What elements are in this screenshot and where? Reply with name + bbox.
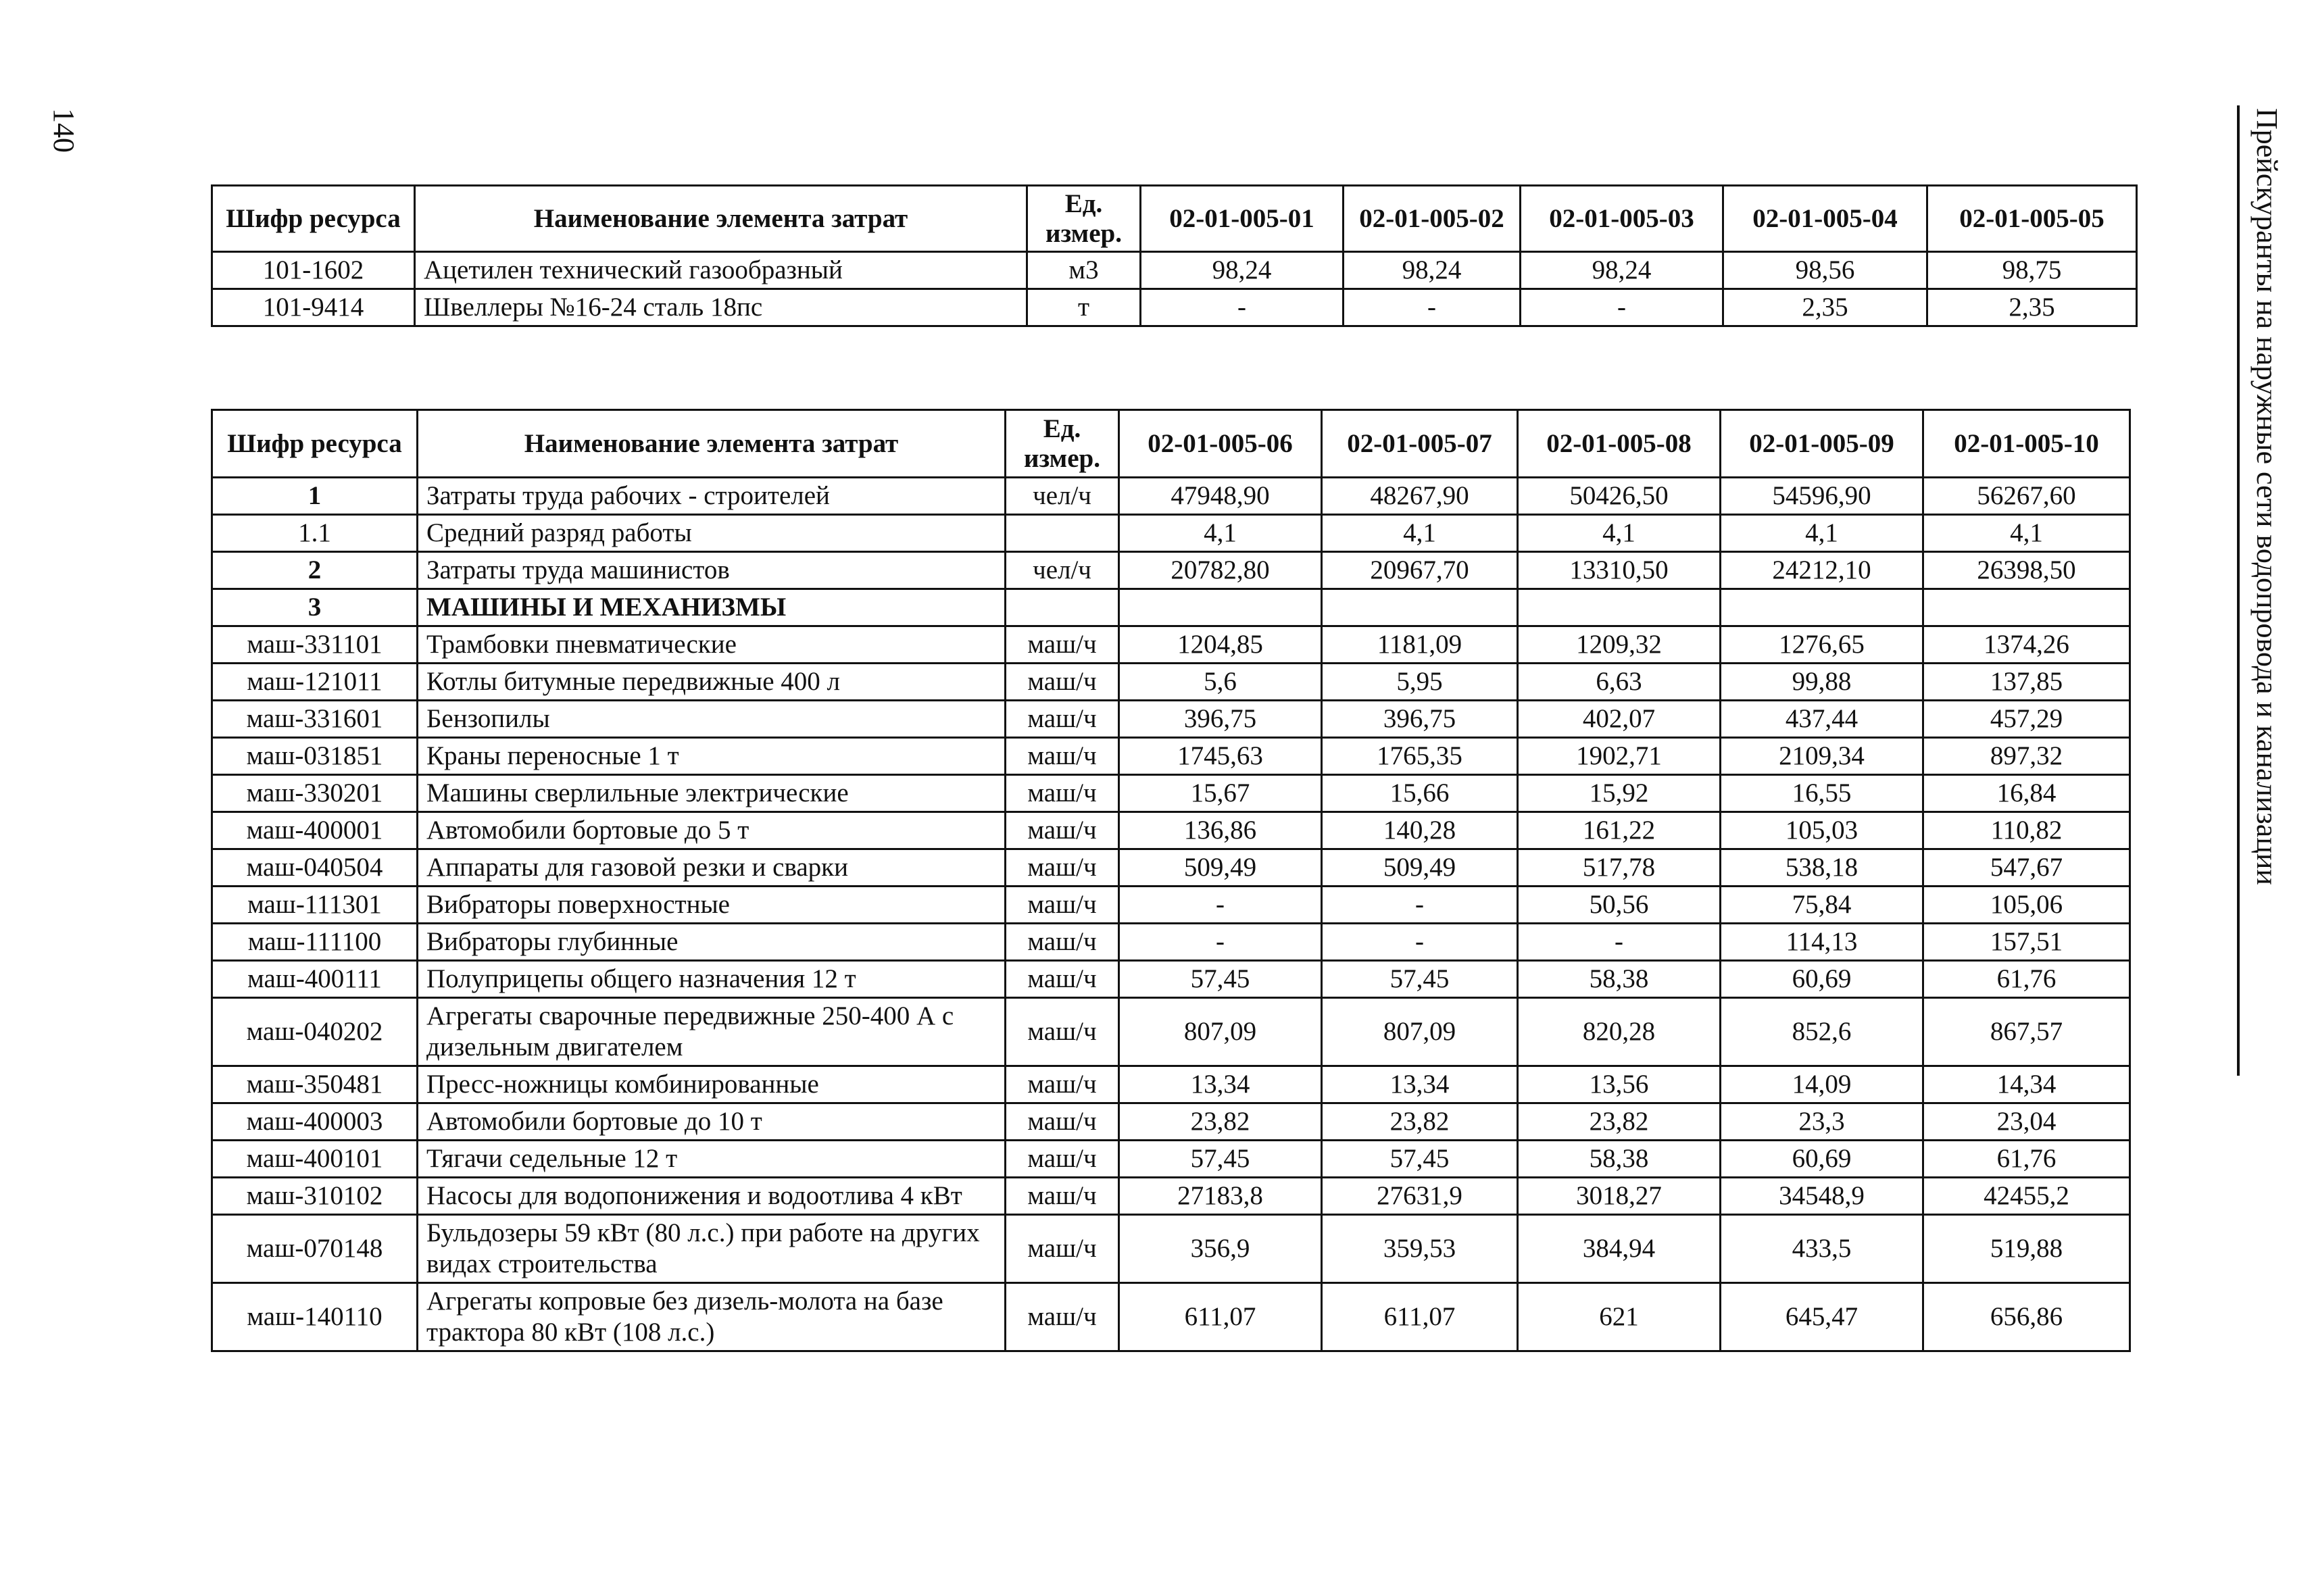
row-value: 98,24 bbox=[1344, 252, 1521, 289]
row-value bbox=[1518, 589, 1721, 626]
row-value: 2109,34 bbox=[1721, 738, 1923, 775]
table-row bbox=[212, 589, 2130, 626]
row-code: маш-040202 bbox=[212, 998, 418, 1066]
row-value: 136,86 bbox=[1119, 812, 1322, 849]
row-value: 457,29 bbox=[1923, 701, 2130, 738]
row-name: Автомобили бортовые до 10 т bbox=[418, 1103, 1006, 1141]
row-value: 1181,09 bbox=[1322, 626, 1518, 664]
row-code: маш-140110 bbox=[212, 1283, 418, 1351]
row-value: - bbox=[1521, 289, 1723, 326]
header-unit: Ед. измер. bbox=[1027, 186, 1141, 252]
row-code: маш-040504 bbox=[212, 849, 418, 887]
row-value: 20782,80 bbox=[1119, 552, 1322, 589]
row-value: 58,38 bbox=[1518, 1141, 1721, 1178]
row-value bbox=[1322, 589, 1518, 626]
header-column: 02-01-005-02 bbox=[1344, 186, 1521, 252]
row-value: 98,75 bbox=[1927, 252, 2137, 289]
row-value: 161,22 bbox=[1518, 812, 1721, 849]
header-column: 02-01-005-05 bbox=[1927, 186, 2137, 252]
row-value: 2,35 bbox=[1723, 289, 1927, 326]
row-value: 4,1 bbox=[1518, 515, 1721, 552]
row-code: 101-9414 bbox=[212, 289, 415, 326]
row-value: - bbox=[1518, 924, 1721, 961]
row-value: 56267,60 bbox=[1923, 478, 2130, 515]
row-value: 20967,70 bbox=[1322, 552, 1518, 589]
row-value: 47948,90 bbox=[1119, 478, 1322, 515]
row-code: маш-111100 bbox=[212, 924, 418, 961]
row-value: 4,1 bbox=[1923, 515, 2130, 552]
row-unit bbox=[1006, 589, 1119, 626]
row-value: 13310,50 bbox=[1518, 552, 1721, 589]
row-name: МАШИНЫ И МЕХАНИЗМЫ bbox=[418, 589, 1006, 626]
row-value: - bbox=[1344, 289, 1521, 326]
table1-body bbox=[212, 252, 2137, 326]
row-code: маш-070148 bbox=[212, 1215, 418, 1283]
row-name: Затраты труда машинистов bbox=[418, 552, 1006, 589]
row-value: - bbox=[1322, 887, 1518, 924]
row-value: 396,75 bbox=[1119, 701, 1322, 738]
row-value: 5,6 bbox=[1119, 664, 1322, 701]
row-unit: маш/ч bbox=[1006, 701, 1119, 738]
row-value: 15,92 bbox=[1518, 775, 1721, 812]
row-value: 140,28 bbox=[1322, 812, 1518, 849]
row-value: - bbox=[1119, 887, 1322, 924]
row-value: 820,28 bbox=[1518, 998, 1721, 1066]
row-unit: маш/ч bbox=[1006, 1178, 1119, 1215]
row-code: маш-350481 bbox=[212, 1066, 418, 1103]
header-name: Наименование элемента затрат bbox=[418, 410, 1006, 478]
header-column: 02-01-005-09 bbox=[1721, 410, 1923, 478]
table-row bbox=[212, 812, 2130, 849]
row-name: Автомобили бортовые до 5 т bbox=[418, 812, 1006, 849]
row-code: 1.1 bbox=[212, 515, 418, 552]
row-value: 897,32 bbox=[1923, 738, 2130, 775]
row-name: Агрегаты сварочные передвижные 250-400 А с дизельным двигателем bbox=[418, 998, 1006, 1066]
row-value: 509,49 bbox=[1119, 849, 1322, 887]
row-value: 13,34 bbox=[1119, 1066, 1322, 1103]
table-row bbox=[212, 849, 2130, 887]
price-table-1 bbox=[211, 184, 2138, 327]
row-name: Полуприцепы общего назначения 12 т bbox=[418, 961, 1006, 998]
row-code: маш-400003 bbox=[212, 1103, 418, 1141]
row-value: 98,24 bbox=[1141, 252, 1344, 289]
row-value: 1902,71 bbox=[1518, 738, 1721, 775]
header-column: 02-01-005-01 bbox=[1141, 186, 1344, 252]
table-row bbox=[212, 924, 2130, 961]
row-value: 57,45 bbox=[1322, 961, 1518, 998]
row-value: 538,18 bbox=[1721, 849, 1923, 887]
row-value: 14,09 bbox=[1721, 1066, 1923, 1103]
row-value: 611,07 bbox=[1322, 1283, 1518, 1351]
header-code: Шифр ресурса bbox=[212, 410, 418, 478]
row-unit: маш/ч bbox=[1006, 1215, 1119, 1283]
row-value: 433,5 bbox=[1721, 1215, 1923, 1283]
row-value: 61,76 bbox=[1923, 1141, 2130, 1178]
row-value: 105,06 bbox=[1923, 887, 2130, 924]
row-value: 356,9 bbox=[1119, 1215, 1322, 1283]
row-value: 6,63 bbox=[1518, 664, 1721, 701]
row-name: Агрегаты копровые без дизель-молота на базе трактора 80 кВт (108 л.с.) bbox=[418, 1283, 1006, 1351]
row-value: 24212,10 bbox=[1721, 552, 1923, 589]
row-name: Машины сверлильные электрические bbox=[418, 775, 1006, 812]
row-code: маш-331101 bbox=[212, 626, 418, 664]
row-value: 807,09 bbox=[1322, 998, 1518, 1066]
header-column: 02-01-005-08 bbox=[1518, 410, 1721, 478]
row-unit: маш/ч bbox=[1006, 1141, 1119, 1178]
row-unit: чел/ч bbox=[1006, 552, 1119, 589]
row-code: маш-121011 bbox=[212, 664, 418, 701]
row-value: 1209,32 bbox=[1518, 626, 1721, 664]
header-column: 02-01-005-07 bbox=[1322, 410, 1518, 478]
row-value: 54596,90 bbox=[1721, 478, 1923, 515]
table-row bbox=[212, 478, 2130, 515]
row-value: 57,45 bbox=[1119, 1141, 1322, 1178]
row-unit: маш/ч bbox=[1006, 738, 1119, 775]
row-value: 517,78 bbox=[1518, 849, 1721, 887]
row-name: Вибраторы поверхностные bbox=[418, 887, 1006, 924]
row-value: 16,84 bbox=[1923, 775, 2130, 812]
row-code: 3 bbox=[212, 589, 418, 626]
row-code: маш-400111 bbox=[212, 961, 418, 998]
row-value: 5,95 bbox=[1322, 664, 1518, 701]
row-unit: маш/ч bbox=[1006, 961, 1119, 998]
row-value: 60,69 bbox=[1721, 1141, 1923, 1178]
row-code: 1 bbox=[212, 478, 418, 515]
header-column: 02-01-005-03 bbox=[1521, 186, 1723, 252]
row-value: 4,1 bbox=[1119, 515, 1322, 552]
row-value: 26398,50 bbox=[1923, 552, 2130, 589]
row-value: - bbox=[1322, 924, 1518, 961]
side-title: Прейскуранты на наружные сети водопровода и канализации bbox=[2250, 108, 2284, 885]
row-value: - bbox=[1119, 924, 1322, 961]
row-value: 15,67 bbox=[1119, 775, 1322, 812]
row-value: 27631,9 bbox=[1322, 1178, 1518, 1215]
row-name: Аппараты для газовой резки и сварки bbox=[418, 849, 1006, 887]
table-row bbox=[212, 252, 2137, 289]
row-value: 4,1 bbox=[1322, 515, 1518, 552]
table-row bbox=[212, 775, 2130, 812]
row-value: 396,75 bbox=[1322, 701, 1518, 738]
table-row bbox=[212, 998, 2130, 1066]
row-value: 50,56 bbox=[1518, 887, 1721, 924]
row-value: 57,45 bbox=[1119, 961, 1322, 998]
row-value: 807,09 bbox=[1119, 998, 1322, 1066]
row-name: Средний разряд работы bbox=[418, 515, 1006, 552]
table-row bbox=[212, 1141, 2130, 1178]
row-value: 1374,26 bbox=[1923, 626, 2130, 664]
row-value: 611,07 bbox=[1119, 1283, 1322, 1351]
row-unit: маш/ч bbox=[1006, 1066, 1119, 1103]
row-code: маш-400001 bbox=[212, 812, 418, 849]
side-rule bbox=[2237, 105, 2240, 1076]
table-row bbox=[212, 1066, 2130, 1103]
row-value: 384,94 bbox=[1518, 1215, 1721, 1283]
row-code: 101-1602 bbox=[212, 252, 415, 289]
row-value: 105,03 bbox=[1721, 812, 1923, 849]
row-value: 75,84 bbox=[1721, 887, 1923, 924]
table-row bbox=[212, 515, 2130, 552]
row-unit: маш/ч bbox=[1006, 775, 1119, 812]
row-value: 137,85 bbox=[1923, 664, 2130, 701]
row-unit bbox=[1006, 515, 1119, 552]
row-value bbox=[1721, 589, 1923, 626]
row-name: Ацетилен технический газообразный bbox=[415, 252, 1027, 289]
row-value: 98,56 bbox=[1723, 252, 1927, 289]
table2-header-row bbox=[212, 410, 2130, 478]
row-code: маш-111301 bbox=[212, 887, 418, 924]
row-value: 547,67 bbox=[1923, 849, 2130, 887]
row-value: 867,57 bbox=[1923, 998, 2130, 1066]
row-unit: маш/ч bbox=[1006, 1283, 1119, 1351]
row-value: 157,51 bbox=[1923, 924, 2130, 961]
row-value: 48267,90 bbox=[1322, 478, 1518, 515]
table1-header-row bbox=[212, 186, 2137, 252]
table-row bbox=[212, 1103, 2130, 1141]
row-value: 519,88 bbox=[1923, 1215, 2130, 1283]
row-name: Краны переносные 1 т bbox=[418, 738, 1006, 775]
row-value: - bbox=[1141, 289, 1344, 326]
row-name: Котлы битумные передвижные 400 л bbox=[418, 664, 1006, 701]
row-value: 23,82 bbox=[1322, 1103, 1518, 1141]
header-column: 02-01-005-06 bbox=[1119, 410, 1322, 478]
row-value: 1276,65 bbox=[1721, 626, 1923, 664]
table-row bbox=[212, 738, 2130, 775]
row-name: Бензопилы bbox=[418, 701, 1006, 738]
header-column: 02-01-005-04 bbox=[1723, 186, 1927, 252]
row-unit: маш/ч bbox=[1006, 626, 1119, 664]
page-number: 140 bbox=[47, 108, 80, 153]
row-unit: маш/ч bbox=[1006, 812, 1119, 849]
row-value: 509,49 bbox=[1322, 849, 1518, 887]
row-unit: т bbox=[1027, 289, 1141, 326]
header-unit: Ед. измер. bbox=[1006, 410, 1119, 478]
row-value: 13,56 bbox=[1518, 1066, 1721, 1103]
header-code: Шифр ресурса bbox=[212, 186, 415, 252]
row-code: маш-330201 bbox=[212, 775, 418, 812]
row-code: 2 bbox=[212, 552, 418, 589]
table-row bbox=[212, 1178, 2130, 1215]
row-value bbox=[1119, 589, 1322, 626]
table2-body bbox=[212, 478, 2130, 1351]
table-row bbox=[212, 1215, 2130, 1283]
table-row bbox=[212, 701, 2130, 738]
row-value: 13,34 bbox=[1322, 1066, 1518, 1103]
row-value: 1765,35 bbox=[1322, 738, 1518, 775]
row-value: 27183,8 bbox=[1119, 1178, 1322, 1215]
row-name: Вибраторы глубинные bbox=[418, 924, 1006, 961]
row-unit: маш/ч bbox=[1006, 849, 1119, 887]
row-code: маш-331601 bbox=[212, 701, 418, 738]
row-value: 99,88 bbox=[1721, 664, 1923, 701]
row-name: Тягачи седельные 12 т bbox=[418, 1141, 1006, 1178]
row-value: 1745,63 bbox=[1119, 738, 1322, 775]
table-row bbox=[212, 664, 2130, 701]
row-value: 852,6 bbox=[1721, 998, 1923, 1066]
row-value: 23,82 bbox=[1119, 1103, 1322, 1141]
row-value: 16,55 bbox=[1721, 775, 1923, 812]
row-value: 34548,9 bbox=[1721, 1178, 1923, 1215]
row-value: 14,34 bbox=[1923, 1066, 2130, 1103]
row-code: маш-310102 bbox=[212, 1178, 418, 1215]
row-value: 61,76 bbox=[1923, 961, 2130, 998]
row-value: 437,44 bbox=[1721, 701, 1923, 738]
row-value: 23,04 bbox=[1923, 1103, 2130, 1141]
row-value bbox=[1923, 589, 2130, 626]
row-value: 1204,85 bbox=[1119, 626, 1322, 664]
table-row bbox=[212, 289, 2137, 326]
row-value: 3018,27 bbox=[1518, 1178, 1721, 1215]
row-code: маш-400101 bbox=[212, 1141, 418, 1178]
header-column: 02-01-005-10 bbox=[1923, 410, 2130, 478]
row-value: 359,53 bbox=[1322, 1215, 1518, 1283]
row-unit: маш/ч bbox=[1006, 1103, 1119, 1141]
row-value: 23,3 bbox=[1721, 1103, 1923, 1141]
row-value: 110,82 bbox=[1923, 812, 2130, 849]
table-row bbox=[212, 887, 2130, 924]
row-name: Затраты труда рабочих - строителей bbox=[418, 478, 1006, 515]
row-name: Насосы для водопонижения и водоотлива 4 кВт bbox=[418, 1178, 1006, 1215]
table-row bbox=[212, 1283, 2130, 1351]
row-value: 50426,50 bbox=[1518, 478, 1721, 515]
row-value: 114,13 bbox=[1721, 924, 1923, 961]
row-unit: чел/ч bbox=[1006, 478, 1119, 515]
row-value: 23,82 bbox=[1518, 1103, 1721, 1141]
row-value: 60,69 bbox=[1721, 961, 1923, 998]
row-value: 645,47 bbox=[1721, 1283, 1923, 1351]
row-value: 621 bbox=[1518, 1283, 1721, 1351]
row-name: Трамбовки пневматические bbox=[418, 626, 1006, 664]
row-unit: маш/ч bbox=[1006, 664, 1119, 701]
row-unit: маш/ч bbox=[1006, 998, 1119, 1066]
row-value: 58,38 bbox=[1518, 961, 1721, 998]
row-code: маш-031851 bbox=[212, 738, 418, 775]
row-name: Пресс-ножницы комбинированные bbox=[418, 1066, 1006, 1103]
row-value: 15,66 bbox=[1322, 775, 1518, 812]
table-row bbox=[212, 961, 2130, 998]
row-value: 2,35 bbox=[1927, 289, 2137, 326]
table-row bbox=[212, 552, 2130, 589]
row-name: Бульдозеры 59 кВт (80 л.с.) при работе на других видах строительства bbox=[418, 1215, 1006, 1283]
row-unit: м3 bbox=[1027, 252, 1141, 289]
row-value: 98,24 bbox=[1521, 252, 1723, 289]
table-row bbox=[212, 626, 2130, 664]
row-value: 57,45 bbox=[1322, 1141, 1518, 1178]
header-name: Наименование элемента затрат bbox=[415, 186, 1027, 252]
row-unit: маш/ч bbox=[1006, 924, 1119, 961]
row-name: Швеллеры №16-24 сталь 18пс bbox=[415, 289, 1027, 326]
row-value: 402,07 bbox=[1518, 701, 1721, 738]
price-table-2 bbox=[211, 409, 2131, 1352]
row-value: 42455,2 bbox=[1923, 1178, 2130, 1215]
row-value: 656,86 bbox=[1923, 1283, 2130, 1351]
row-value: 4,1 bbox=[1721, 515, 1923, 552]
row-unit: маш/ч bbox=[1006, 887, 1119, 924]
